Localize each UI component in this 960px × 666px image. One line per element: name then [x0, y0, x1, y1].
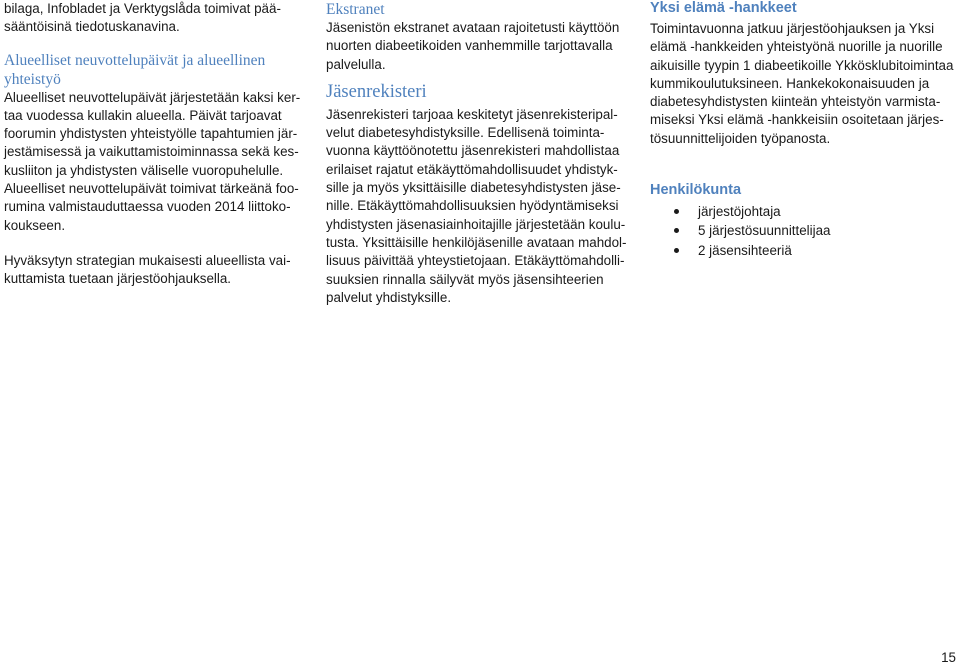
list-item — [650, 202, 958, 221]
column-right — [650, 0, 958, 260]
staff-item-label: 2 jäsensihteeriä — [698, 242, 792, 258]
paragraph-member-register: Jäsenrekisteri tarjoaa keskitetyt jäsenrekisteripal- velut diabetesyhdistyksille. Edellisenä toiminta- vuonna käyttöönotettu jäsenrekisteri mahdollistaa erilaiset rajatut etäkäyttömahdollisuudet yhdistyk- sille ja myös yksittäisille diabetesyhdistysten jäse- nille. Etäkäyttömahdollisuuksien hyödyntämiseksi yhdistysten jäsenasiainhoitajille järjestetään koulu- tusta. Yksittäisille henkilöjäsenille avataan mahdol- lisuus päivittää yhteystietojaan. Etäkäyttömahdolli- suuksien rinnalla säilyvät myös jäsensihteerien palvelut yhdistyksille. — [326, 106, 627, 305]
column-middle — [326, 0, 632, 307]
bullet-icon — [674, 209, 679, 214]
staff-item-label: järjestöjohtaja — [698, 204, 781, 220]
paragraph-strategy: Hyväksytyn strategian mukaisesti alueellista vai- kuttamista tuetaan järjestöohjauksella. — [4, 252, 291, 287]
staff-list — [650, 202, 958, 260]
bullet-icon — [674, 228, 679, 233]
paragraph-meetings-forum: Alueelliset neuvottelupäivät toimivat tärkeänä foo- rumina valmistauduttaessa vuoden 2014 liittoko- koukseen. — [4, 181, 299, 233]
heading-regional-meetings: Alueelliset neuvottelupäivät ja alueellinen yhteistyö — [4, 51, 266, 88]
heading-member-register: Jäsenrekisteri — [326, 81, 427, 102]
list-item — [650, 241, 958, 260]
paragraph-regional-meetings: Alueelliset neuvottelupäivät järjestetään kaksi ker- taa vuodessa kullakin alueella. Päivät tarjoavat foorumin yhdistysten yhteistyölle tapahtumien jär- jestämisessä ja vaikuttamistoiminnassa sekä kes- kusliiton ja yhdistysten väliselle vuoropuhelulle. — [4, 89, 301, 178]
paragraph-one-life-projects: Toimintavuonna jatkuu järjestöohjauksen ja Yksi elämä -hankkeiden yhteistyönä nuorille ja nuorille aikuisille tyypin 1 diabeetikoille Ykkösklubitoimintaa kummikoulutuksineen. Hankekokonaisuuden ja diabetesyhdistysten kiinteän yhteistyön varmista- miseksi Yksi elämä -hankkeisiin osoitetaan järjes- tösuunnittelijoiden työpanosta. — [650, 21, 954, 146]
heading-one-life-projects: Yksi elämä -hankkeet — [650, 0, 797, 16]
list-item — [650, 221, 958, 240]
paragraph-communication-channels: bilaga, Infobladet ja Verktygslåda toimivat pää- sääntöisinä tiedotuskanavina. — [4, 1, 281, 35]
page-number: 15 — [941, 650, 956, 665]
paragraph-extranet: Jäsenistön ekstranet avataan rajoitetusti käyttöön nuorten diabeetikoiden vanhemmille tarjottavalla palvelulla. — [326, 20, 620, 72]
staff-item-label: 5 järjestösuunnittelijaa — [698, 223, 831, 239]
heading-extranet: Ekstranet — [326, 1, 385, 18]
bullet-icon — [674, 248, 679, 253]
heading-staff: Henkilökunta — [650, 182, 742, 199]
column-left — [4, 0, 304, 289]
